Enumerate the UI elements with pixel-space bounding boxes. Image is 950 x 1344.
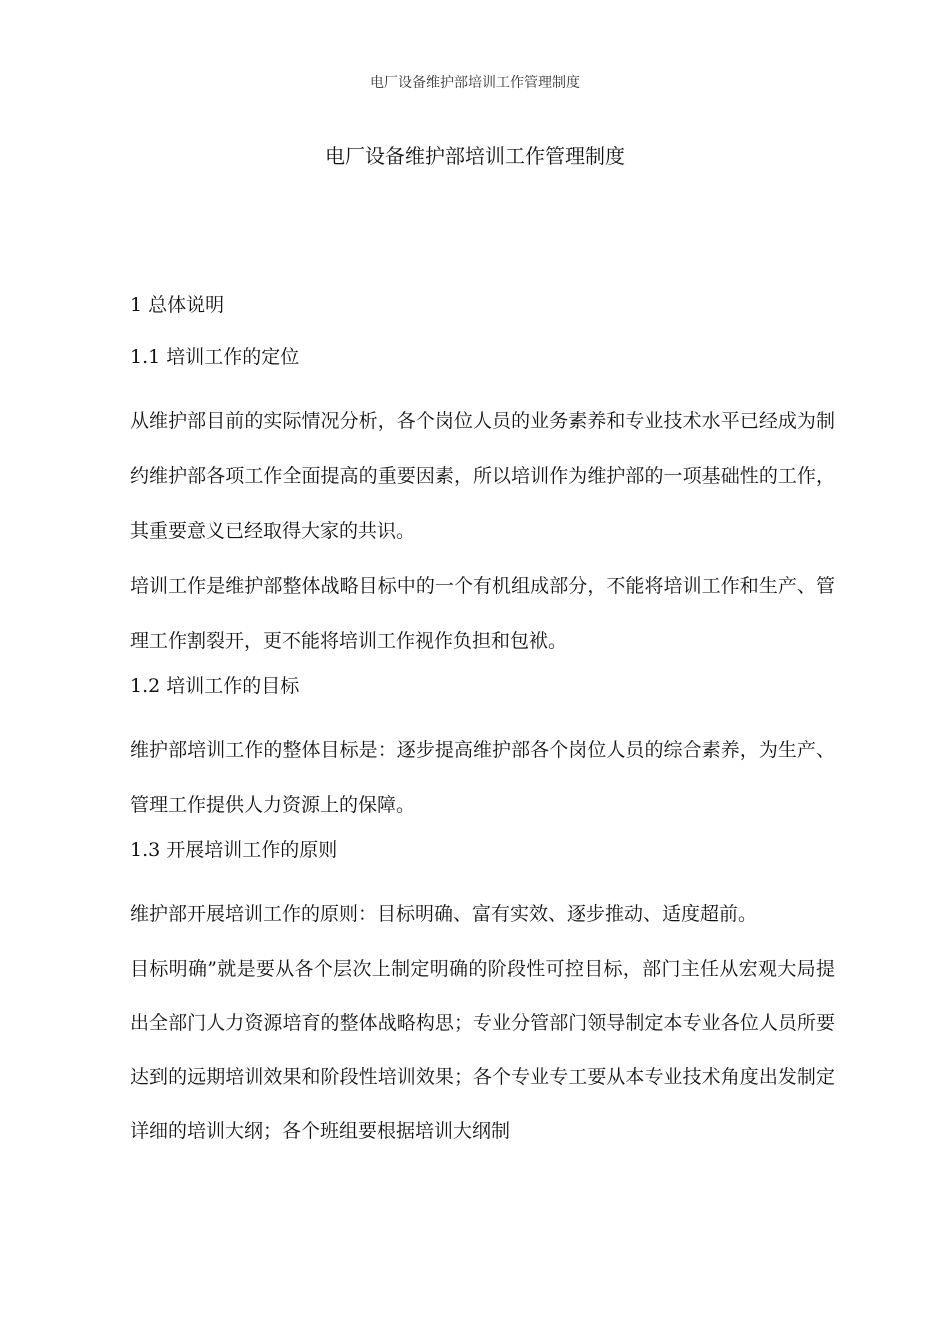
section-1-3-paragraph-1: 维护部开展培训工作的原则：目标明确、富有实效、逐步推动、适度超前。 — [130, 903, 758, 925]
section-1-1-paragraph-2: 培训工作是维护部整体战略目标中的一个有机组成部分，不能将培训工作和生产、管理工作割裂开，更不能将培训工作视作负担和包袱。 — [130, 575, 835, 652]
section-1-2-heading: 1.2 培训工作的目标 — [130, 675, 300, 697]
section-1-3-heading: 1.3 开展培训工作的原则 — [130, 839, 338, 861]
section-1-3-paragraph-2: 目标明确”就是要从各个层次上制定明确的阶段性可控目标，部门主任从宏观大局提出全部门人力资源培育的整体战略构思；专业分管部门领导制定本专业各位人员所要达到的远期培训效果和阶段性培训效果；各个专业专工要从本专业技术角度出发制定详细的培训大纲；各个班组要根据培训大纲制 — [130, 958, 835, 1142]
running-header: 电厂设备维护部培训工作管理制度 — [370, 75, 580, 91]
document-title: 电厂设备维护部培训工作管理制度 — [325, 144, 625, 168]
section-1-1-heading: 1.1 培训工作的定位 — [130, 346, 300, 368]
section-1-2-paragraph-1: 维护部培训工作的整体目标是：逐步提高维护部各个岗位人员的综合素养，为生产、管理工作提供人力资源上的保障。 — [130, 739, 835, 816]
section-1-1-paragraph-1: 从维护部目前的实际情况分析，各个岗位人员的业务素养和专业技术水平已经成为制约维护部各项工作全面提高的重要因素，所以培训作为维护部的一项基础性的工作，其重要意义已经取得大家的共识。 — [130, 410, 835, 542]
document-body — [130, 288, 835, 1158]
section-1-heading: 1 总体说明 — [130, 294, 225, 316]
